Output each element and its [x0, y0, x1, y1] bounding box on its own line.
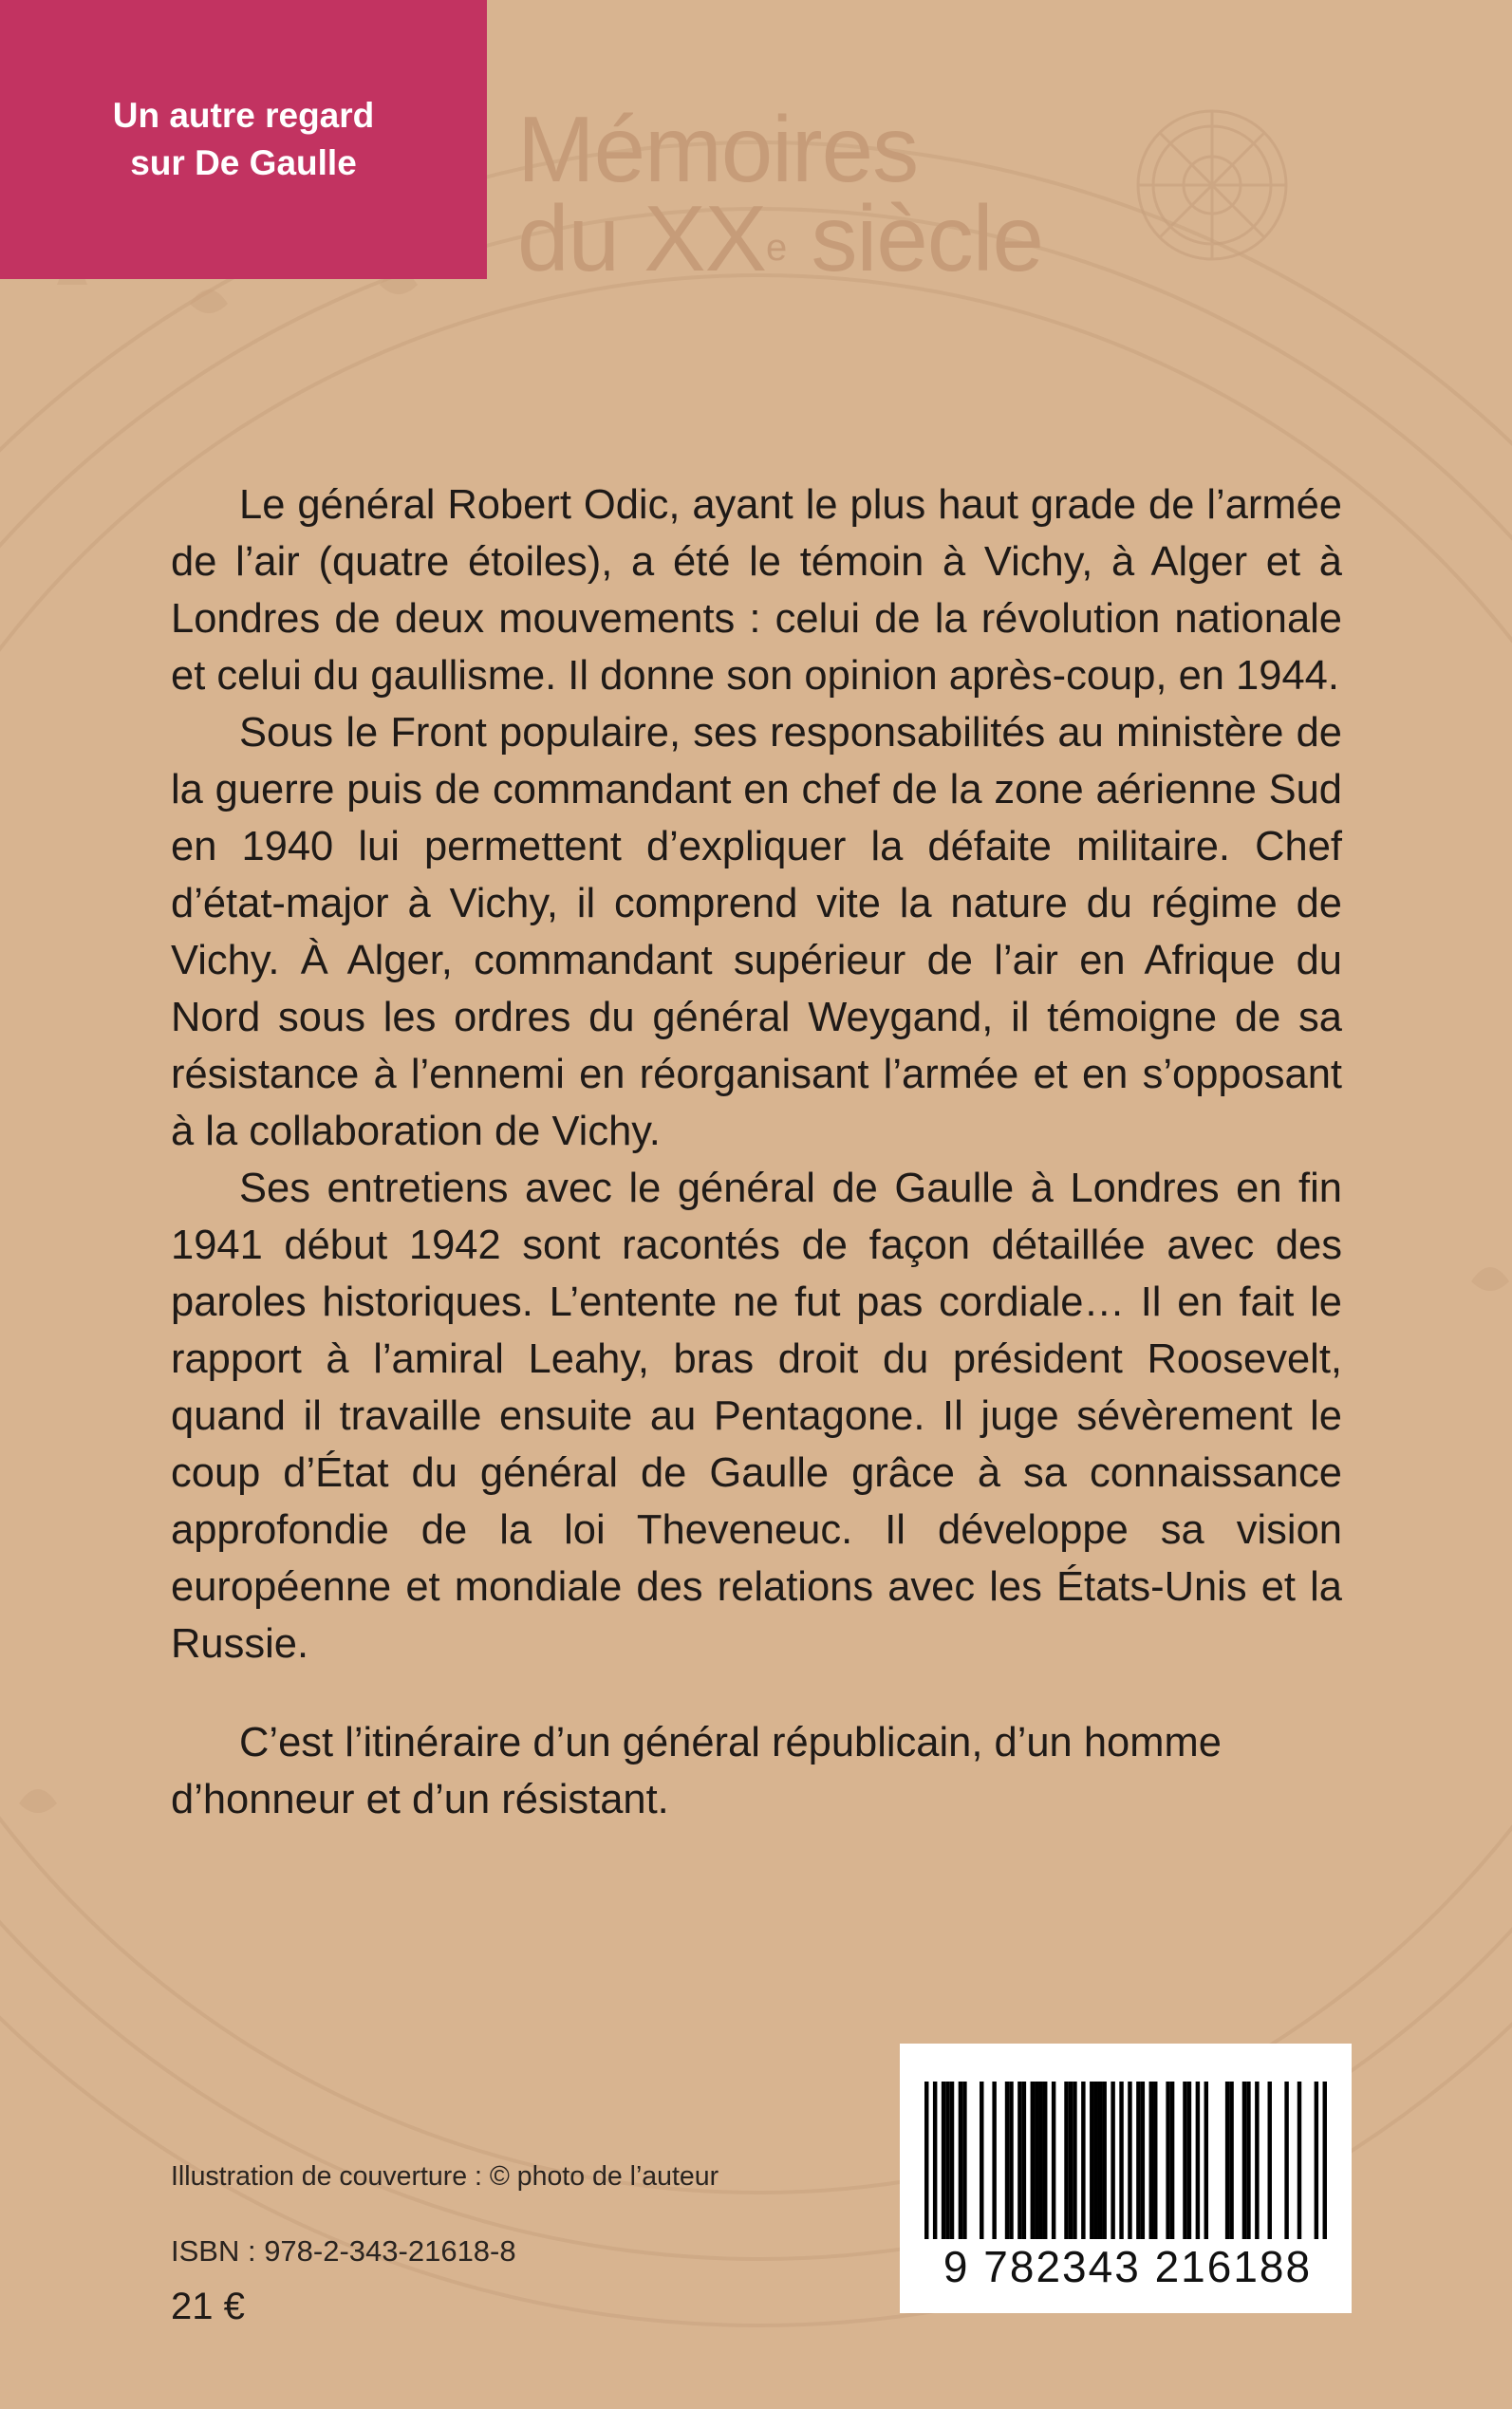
barcode-bar: [959, 2082, 962, 2262]
barcode-bar: [1073, 2082, 1076, 2262]
barcode-bar: [1094, 2082, 1098, 2262]
barcode-bar: [1039, 2082, 1043, 2262]
barcode-bar: [1081, 2082, 1085, 2262]
barcode-bar: [1170, 2082, 1174, 2262]
barcode-bar: [1102, 2082, 1106, 2262]
barcode-bar: [1069, 2082, 1073, 2262]
barcode-bar: [942, 2082, 945, 2262]
barcode-bar: [980, 2082, 983, 2262]
barcode-bar: [1052, 2082, 1055, 2262]
barcode-bar: [1196, 2082, 1200, 2262]
barcode-bar: [1098, 2082, 1102, 2262]
badge-line-1: Un autre regard: [112, 96, 375, 135]
series-title-end: siècle: [786, 186, 1043, 290]
barcode-bar: [1128, 2082, 1131, 2262]
barcode-bar: [992, 2082, 996, 2262]
barcode-bar: [1225, 2082, 1229, 2262]
barcode-bar: [1246, 2082, 1250, 2262]
illustration-credit: Illustration de couverture : © photo de l’auteur: [171, 2161, 719, 2192]
barcode-bar: [1005, 2082, 1009, 2262]
compass-rose-icon: [1138, 111, 1286, 259]
series-badge: [0, 0, 487, 279]
barcode-bar: [1064, 2082, 1068, 2262]
blurb-paragraph-3: Ses entretiens avec le général de Gaulle à Londres en fin 1941 début 1942 sont racontés de façon détaillée avec des paroles historiques. L’entente ne fut pas cordiale… Il en fait le rapport à l’amiral Leahy, bras droit du président Roosevelt, quand il travaille ensuite au Pentagone. Il juge sévèrement le coup d’État du général de Gaulle grâce à sa connaissance approfondie de la loi Theveneuc. Il développe sa vision européenne et mondiale des relations avec les États-Unis et la Russie.: [171, 1166, 1342, 1667]
barcode-bar: [1284, 2082, 1288, 2262]
blurb-paragraph-1: Le général Robert Odic, ayant le plus haut grade de l’armée de l’air (quatre étoiles), a été le témoin à Vichy, à Alger et à Londres de deux mouvements : celui de la révolution nationale et celui du gaullisme. Il donne son opinion après-coup, en 1944.: [171, 482, 1342, 699]
barcode-bar: [1090, 2082, 1093, 2262]
barcode-bar: [1017, 2082, 1021, 2262]
series-title-main: du XX: [517, 186, 766, 290]
badge-line-2: sur De Gaulle: [130, 143, 357, 182]
series-title-line-1: Mémoires: [517, 97, 919, 201]
back-cover-blurb: [171, 476, 1342, 1828]
series-title-line-2: [517, 186, 1043, 290]
barcode-digits: 9 782343 216188: [919, 2239, 1336, 2294]
barcode-bar: [924, 2082, 928, 2262]
barcode-bar: [1166, 2082, 1169, 2262]
barcode-bar: [1229, 2082, 1233, 2262]
barcode-bar: [1043, 2082, 1047, 2262]
barcode-bar: [1297, 2082, 1301, 2262]
barcode-bar: [1323, 2082, 1327, 2262]
series-title: [517, 97, 1043, 290]
series-title-superscript: e: [765, 227, 787, 269]
barcode-bar: [1031, 2082, 1035, 2262]
barcode-bar: [1035, 2082, 1038, 2262]
barcode-bar: [1022, 2082, 1026, 2262]
barcode-bar: [1183, 2082, 1186, 2262]
barcode-bar: [1119, 2082, 1123, 2262]
blurb-paragraph-2: Sous le Front populaire, ses responsabilités au ministère de la guerre puis de commandant en chef de la zone aérienne Sud en 1940 lui permettent d’expliquer la défaite militaire. Chef d’état-major à Vichy, il comprend vite la nature du régime de Vichy. À Alger, commandant supérieur de l’air en Afrique du Nord sous les ordres du général Weygand, il témoigne de sa résistance à l’ennemi en réorganisant l’armée et en s’opposant à la collaboration de Vichy.: [171, 710, 1342, 1154]
barcode-bar: [1111, 2082, 1114, 2262]
barcode-bar: [945, 2082, 949, 2262]
barcode-bar: [962, 2082, 966, 2262]
barcode-bar: [1315, 2082, 1318, 2262]
blurb-paragraph-4: C’est l’itinéraire d’un général républicain, d’un homme d’honneur et d’un résistant.: [171, 1720, 1222, 1822]
barcode-bar: [1141, 2082, 1145, 2262]
barcode-bar: [1242, 2082, 1246, 2262]
barcode-bar: [1255, 2082, 1259, 2262]
barcode-bar: [1187, 2082, 1191, 2262]
price: 21 €: [171, 2286, 245, 2327]
barcode-bar: [1268, 2082, 1272, 2262]
barcode-bar: [1009, 2082, 1013, 2262]
barcode: [900, 2044, 1352, 2313]
barcode-bar: [1204, 2082, 1208, 2262]
isbn-text: ISBN : 978-2-343-21618-8: [171, 2234, 516, 2268]
barcode-bar: [1153, 2082, 1157, 2262]
barcode-bar: [1136, 2082, 1140, 2262]
barcode-bars: [924, 2082, 1327, 2262]
barcode-bar: [1149, 2082, 1153, 2262]
barcode-bar: [950, 2082, 954, 2262]
barcode-bar: [933, 2082, 937, 2262]
